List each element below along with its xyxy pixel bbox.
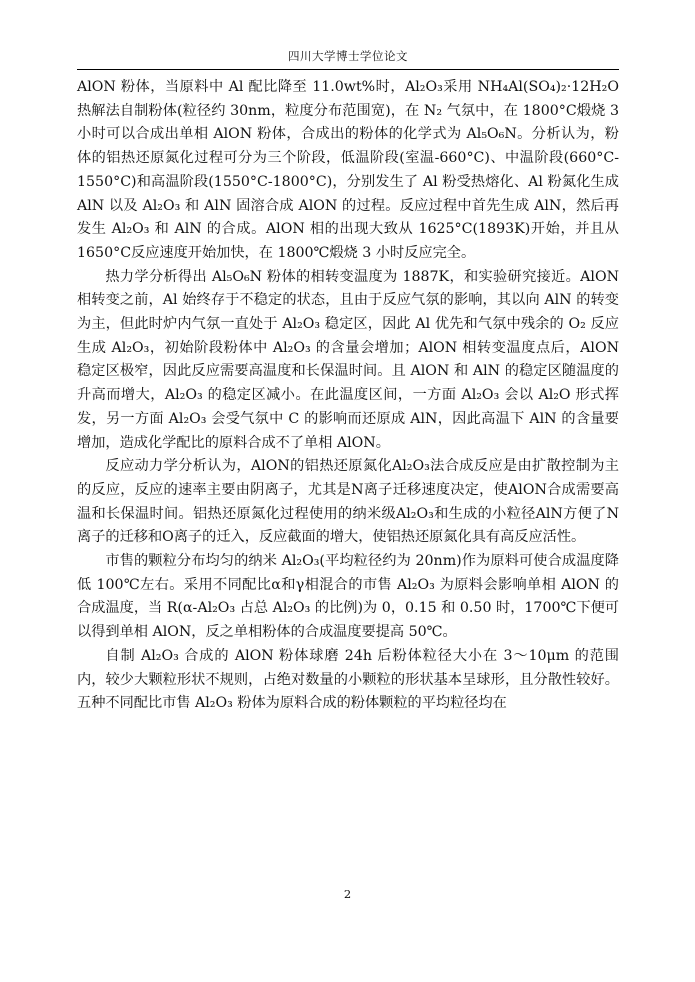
paragraph-3: 反应动力学分析认为，AlON的铝热还原氮化Al₂O₃法合成反应是由扩散控制为主的反应，反应的速率主要由阴离子，尤其是N离子迁移速度决定，使AlON合成需要高温和长保温时间。铝热还原氮化过程使用的纳米级Al₂O₃和生成的小粒径AlN方便了N离子的迁移和O离子的迁入，反应截面的增大，使铝热还原氮化具有高反应活性。 — [77, 458, 619, 546]
paragraph-4: 市售的颗粒分布均匀的纳米 Al₂O₃(平均粒径约为 20nm)作为原料可使合成温度降低 100℃左右。采用不同配比α和γ相混合的市售 Al₂O₃ 为原料会影响单相 AlON 的合成温度，当 R(α-Al₂O₃ 占总 Al₂O₃ 的比例)为 0，0.15 和 0.50 时，1700℃下便可以得到单相 AlON，反之单相粉体的合成温度要提高 50℃。 — [77, 553, 619, 641]
page-number: 2 — [343, 887, 352, 901]
paragraph-2: 热力学分析得出 Al₅O₆N 粉体的相转变温度为 1887K，和实验研究接近。AlON 相转变之前，Al 始终存于不稳定的状态，且由于反应气氛的影响，其以向 AlN 的转变为主，但此时炉内气氛一直处于 Al₂O₃ 稳定区，因此 Al 优先和气氛中残余的 O₂ 反应生成 Al₂O₃，初始阶段粉体中 Al₂O₃ 的含量会增加；AlON 相转变温度点后，AlON 稳定区极窄，因此反应需要高温度和长保温时间。且 AlON 和 AlN 的稳定区随温度的升高而增大，Al₂O₃ 的稳定区减小。在此温度区间，一方面 Al₂O₃ 会以 Al₂O 形式挥发，另一方面 Al₂O₃ 会受气氛中 C 的影响而还原成 AlN，因此高温下 AlN 的含量要增加，造成化学配比的原料合成不了单相 AlON。 — [77, 268, 619, 451]
header-rule — [77, 69, 619, 70]
running-header: 四川大学博士学位论文 — [288, 49, 408, 63]
paragraph-1: AlON 粉体，当原料中 Al 配比降至 11.0wt%时，Al₂O₃采用 NH₄Al(SO₄)₂·12H₂O 热解法自制粉体(粒径约 30nm，粒度分布范围宽)，在 N₂ 气氛中，在 1800°C煅烧 3 小时可以合成出单相 AlON 粉体，合成出的粉体的化学式为 Al₅O₆N。分析认为，粉体的铝热还原氮化过程可分为三个阶段，低温阶段(室温-660°C)、中温阶段(660°C-1550°C)和高温阶段(1550°C-1800°C)，分别发生了 Al 粉受热熔化、Al 粉氮化生成 AlN 以及 Al₂O₃ 和 AlN 固溶合成 AlON 的过程。反应过程中首先生成 AlN，然后再发生 Al₂O₃ 和 AlN 的合成。AlON 相的出现大致从 1625°C(1893K)开始，并且从 1650°C反应速度开始加快，在 1800℃煅烧 3 小时反应完全。 — [77, 79, 619, 261]
body-text — [77, 76, 619, 716]
paragraph-5: 自制 Al₂O₃ 合成的 AlON 粉体球磨 24h 后粉体粒径大小在 3～10μm 的范围内，较少大颗粒形状不规则，占绝对数量的小颗粒的形状基本呈球形，且分散性较好。五种不同配比市售 Al₂O₃ 粉体为原料合成的粉体颗粒的平均粒径均在 — [77, 647, 619, 712]
